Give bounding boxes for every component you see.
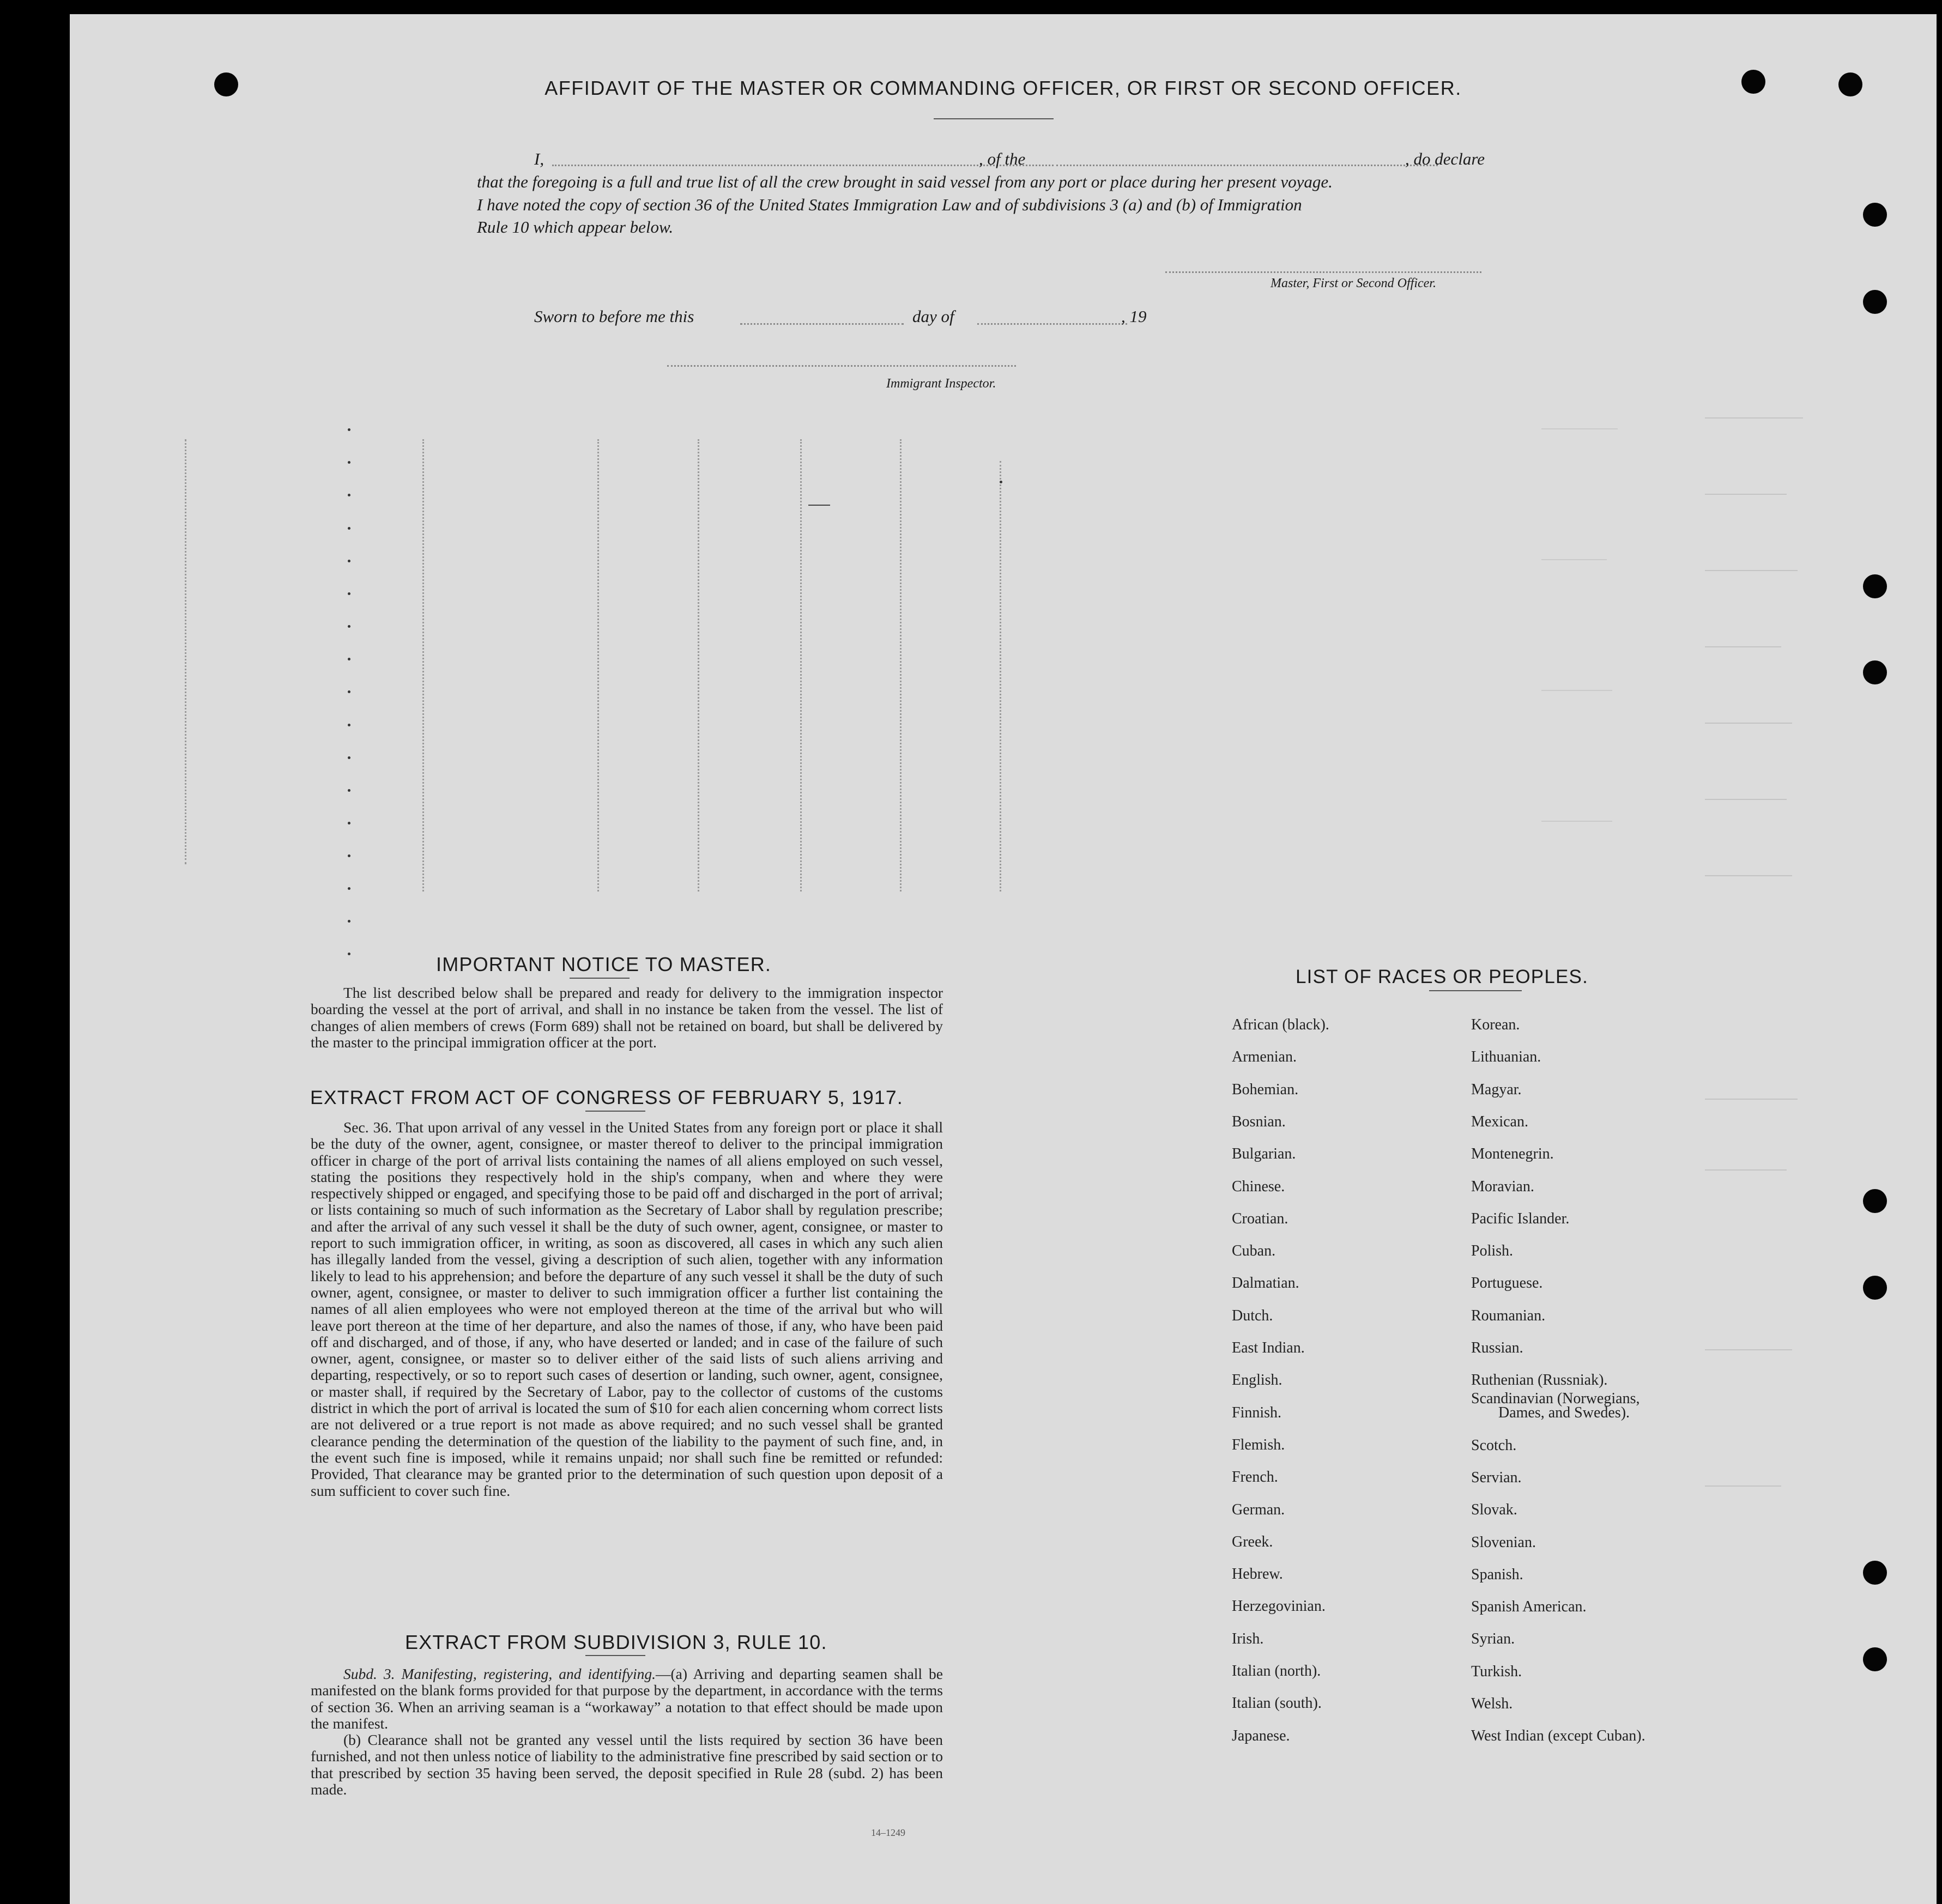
race-item: Slovak. xyxy=(1471,1501,1517,1519)
punch-hole-icon xyxy=(1863,1276,1887,1300)
race-item: Russian. xyxy=(1471,1339,1523,1356)
row-dot xyxy=(348,887,350,890)
race-item: Chinese. xyxy=(1232,1178,1285,1195)
row-dot xyxy=(348,494,350,496)
punch-hole-icon xyxy=(1863,1561,1887,1585)
row-dot xyxy=(348,592,350,595)
race-item: Bohemian. xyxy=(1232,1081,1299,1098)
race-item: Spanish. xyxy=(1471,1566,1523,1583)
notice-divider xyxy=(570,978,630,979)
race-item: Moravian. xyxy=(1471,1178,1534,1195)
punch-hole-icon xyxy=(1863,203,1887,227)
row-dot xyxy=(348,658,350,660)
act-heading: EXTRACT FROM ACT OF CONGRESS OF FEBRUARY 5, 1917. xyxy=(310,1087,903,1108)
races-divider xyxy=(1429,990,1522,991)
bleed-through-mark xyxy=(1541,428,1618,429)
race-item: Hebrew. xyxy=(1232,1566,1283,1583)
bleed-through-mark xyxy=(1705,646,1781,647)
race-item: Italian (north). xyxy=(1232,1663,1321,1679)
race-item: Polish. xyxy=(1471,1242,1514,1260)
form-number: 14–1249 xyxy=(871,1827,905,1838)
punch-hole-icon xyxy=(1863,1189,1887,1213)
race-item: Ruthenian (Russniak). xyxy=(1471,1372,1608,1389)
rule-heading: EXTRACT FROM SUBDIVISION 3, RULE 10. xyxy=(405,1631,827,1653)
rule-paragraph-a-lead: Subd. 3. Manifesting, registering, and identifying. xyxy=(343,1665,656,1682)
day-of-label: day of xyxy=(912,307,954,326)
race-item: Korean. xyxy=(1471,1016,1520,1033)
race-item: German. xyxy=(1232,1501,1285,1518)
race-item: Slovenian. xyxy=(1471,1533,1536,1551)
race-item: Turkish. xyxy=(1471,1663,1522,1680)
race-item: Finnish. xyxy=(1232,1404,1282,1421)
race-item: Irish. xyxy=(1232,1630,1264,1647)
row-dot xyxy=(348,953,350,955)
row-dot xyxy=(348,920,350,923)
race-item: English. xyxy=(1232,1372,1282,1389)
bleed-through-mark xyxy=(1705,494,1787,495)
act-divider xyxy=(585,1111,645,1112)
rule-paragraph-b: (b) Clearance shall not be granted any vessel until the lists required by section 36 have been furnished, and not then unless notice of liability to the administrative fine prescribed by said section or to that prescribed by section 35 having been served, the deposit specified in Rule 28 (subd. 2) has been made. xyxy=(311,1731,943,1798)
inspector-signature-line[interactable] xyxy=(667,365,1016,367)
bleed-through-mark xyxy=(1705,723,1792,724)
row-dot xyxy=(348,428,350,431)
punch-hole-icon xyxy=(1863,660,1887,684)
race-item: Roumanian. xyxy=(1471,1307,1546,1324)
race-item: Bulgarian. xyxy=(1232,1145,1296,1163)
race-item: Magyar. xyxy=(1471,1081,1522,1098)
punch-hole-icon xyxy=(1863,290,1887,314)
act-text xyxy=(311,1119,943,1499)
notice-text xyxy=(311,985,943,1051)
row-dot xyxy=(348,724,350,726)
affidavit-line-3: I have noted the copy of section 36 of the United States Immigration Law and of subdivisions 3 (a) and (b) of Immigration xyxy=(477,195,1302,214)
row-dot xyxy=(348,625,350,628)
notice-heading: IMPORTANT NOTICE TO MASTER. xyxy=(436,953,772,975)
vessel-blank[interactable] xyxy=(1056,165,1438,166)
race-item: Italian (south). xyxy=(1232,1695,1322,1712)
row-dot xyxy=(1000,481,1002,483)
row-dot xyxy=(348,756,350,759)
bleed-through-mark xyxy=(1541,821,1612,822)
bleed-through-mark xyxy=(1705,1485,1781,1487)
affidavit-of-the-label: , of the xyxy=(979,149,1026,168)
race-item: Bosnian. xyxy=(1232,1113,1286,1130)
bleed-through-mark xyxy=(1541,690,1612,691)
race-item: East Indian. xyxy=(1232,1339,1305,1356)
punch-hole-icon xyxy=(1863,1647,1887,1671)
race-item: West Indian (except Cuban). xyxy=(1471,1727,1645,1745)
race-item: Greek. xyxy=(1232,1533,1273,1550)
affidavit-title: AFFIDAVIT OF THE MASTER OR COMMANDING OFFICER, OR FIRST OR SECOND OFFICER. xyxy=(545,77,1462,99)
column-rule xyxy=(900,439,902,892)
race-item: Herzegovinian. xyxy=(1232,1598,1326,1615)
master-signature-line[interactable] xyxy=(1165,271,1481,273)
rule-text xyxy=(311,1666,943,1798)
name-blank[interactable] xyxy=(552,165,1054,166)
affidavit-line-2: that the foregoing is a full and true list of all the crew brought in said vessel from any port or place during her present voyage. xyxy=(477,172,1333,191)
year-label: , 19 xyxy=(1121,307,1147,326)
bleed-through-mark xyxy=(1705,1099,1798,1100)
race-item: Croatian. xyxy=(1232,1210,1288,1227)
row-dot xyxy=(348,822,350,824)
race-item: Pacific Islander. xyxy=(1471,1210,1570,1227)
sworn-month-blank[interactable] xyxy=(977,323,1127,325)
inspector-signature-label: Immigrant Inspector. xyxy=(886,377,996,391)
punch-hole-icon xyxy=(1863,574,1887,598)
column-rule xyxy=(698,439,699,892)
bleed-through-mark xyxy=(1705,799,1787,800)
race-item: Lithuanian. xyxy=(1471,1048,1541,1066)
race-item: Dutch. xyxy=(1232,1307,1273,1324)
row-dot xyxy=(348,560,350,562)
rule-paragraph-a xyxy=(311,1666,943,1732)
race-item: Portuguese. xyxy=(1471,1275,1543,1292)
bleed-through-mark xyxy=(1705,875,1792,876)
notice-paragraph: The list described below shall be prepared and ready for delivery to the immigration inspector boarding the vessel at the port of arrival, and shall in no instance be taken from the vessel. The list of changes of alien members of crews (Form 689) shall not be retained on board, but shall be delivered by the master to the principal immigration officer at the port. xyxy=(311,984,943,1051)
race-item: Dames, and Swedes). xyxy=(1498,1404,1630,1422)
title-divider xyxy=(934,118,1054,119)
form-page xyxy=(70,14,1937,1904)
column-rule xyxy=(422,439,424,892)
affidavit-i-label: I, xyxy=(534,149,545,168)
tick-mark xyxy=(808,505,830,506)
affidavit-declare-label: , do declare xyxy=(1405,149,1485,168)
rule-paragraph-a-body: —(a) Arriving and departing seamen shall be manifested on the blank forms provided for that purpose by the department, in accordance with the terms of section 36. When an arriving seaman is a “workaway” a notation to that effect should be made upon the manifest. xyxy=(311,1665,943,1732)
master-signature-label: Master, First or Second Officer. xyxy=(1271,276,1436,290)
bleed-through-mark xyxy=(1705,1349,1792,1350)
column-rule xyxy=(185,439,186,864)
column-rule xyxy=(800,439,802,892)
act-paragraph: Sec. 36. That upon arrival of any vessel in the United States from any foreign port or place it shall be the duty of the owner, agent, consignee, or master thereof to deliver to the principal immigration officer in charge of the port of arrival lists containing the names of all aliens employed on such vessel, stating the positions they respectively hold in the ship's company, when and where they were respectively shipped or engaged, and specifying those to be paid off and discharged in the port of arrival; or lists containing so much of such information as the Secretary of Labor shall by regulation prescribe; and after the arrival of any such vessel it shall be the duty of such owner, agent, consignee, or master to report to such immigration officer, in writing, as soon as discovered, all cases in which any such alien has illegally landed from the vessel, giving a description of such alien, together with any information likely to lead to his apprehension; and before the departure of any such vessel it shall be the duty of such owner, agent, consignee, or master to deliver to such immigration officer a further list containing the names of all alien employees who were not employed thereon at the time of the arrival but who will leave port thereon at the time of her departure, and also the names of those, if any, who have been paid off and discharged, and of those, if any, who have deserted or landed; and in case of the failure of such owner, agent, consignee, or master so to deliver either of the said lists of such aliens arriving and departing, respectively, or so to report such cases of desertion or landing, such owner, agent, consignee, or master shall, if required by the Secretary of Labor, pay to the collector of customs of the customs district in which the port of arrival is located the sum of $10 for each alien concerning whom correct lists are not delivered or a true report is not made as above required; and no such vessel shall be granted clearance pending the determination of the question of the liability to the payment of such fine, and, in the event such fine is imposed, while it remains unpaid; nor shall such fine be remitted or refunded: Provided, That clearance may be granted prior to the determination of such question upon deposit of a sum sufficient to cover such fine. xyxy=(311,1119,943,1499)
race-item: Syrian. xyxy=(1471,1630,1515,1648)
race-item: Japanese. xyxy=(1232,1727,1290,1744)
row-dot xyxy=(348,789,350,792)
race-item: Servian. xyxy=(1471,1469,1522,1486)
bleed-through-mark xyxy=(1705,570,1798,571)
rule-divider xyxy=(585,1655,645,1656)
bleed-through-mark xyxy=(1705,1169,1787,1171)
race-item: Cuban. xyxy=(1232,1242,1276,1260)
row-dot xyxy=(348,461,350,464)
row-dot xyxy=(348,527,350,530)
races-heading: LIST OF RACES OR PEOPLES. xyxy=(1296,966,1589,987)
row-dot xyxy=(348,854,350,857)
affidavit-line-4: Rule 10 which appear below. xyxy=(477,217,674,237)
race-item: French. xyxy=(1232,1469,1278,1486)
column-rule xyxy=(1000,461,1001,892)
bleed-through-mark xyxy=(1705,417,1803,419)
column-rule xyxy=(597,439,599,892)
race-item: Scandinavian (Norwegians, xyxy=(1471,1390,1640,1408)
race-item: African (black). xyxy=(1232,1016,1329,1033)
sworn-label: Sworn to before me this xyxy=(534,307,694,326)
race-item: Spanish American. xyxy=(1471,1598,1587,1616)
race-item: Armenian. xyxy=(1232,1048,1297,1066)
race-item: Scotch. xyxy=(1471,1436,1517,1454)
race-item: Flemish. xyxy=(1232,1436,1285,1453)
row-dot xyxy=(348,690,350,693)
sworn-day-blank[interactable] xyxy=(740,323,904,325)
race-item: Montenegrin. xyxy=(1471,1145,1554,1163)
bleed-through-mark xyxy=(1541,559,1607,560)
race-item: Dalmatian. xyxy=(1232,1275,1299,1292)
race-item: Welsh. xyxy=(1471,1695,1513,1712)
race-item: Mexican. xyxy=(1471,1113,1528,1130)
